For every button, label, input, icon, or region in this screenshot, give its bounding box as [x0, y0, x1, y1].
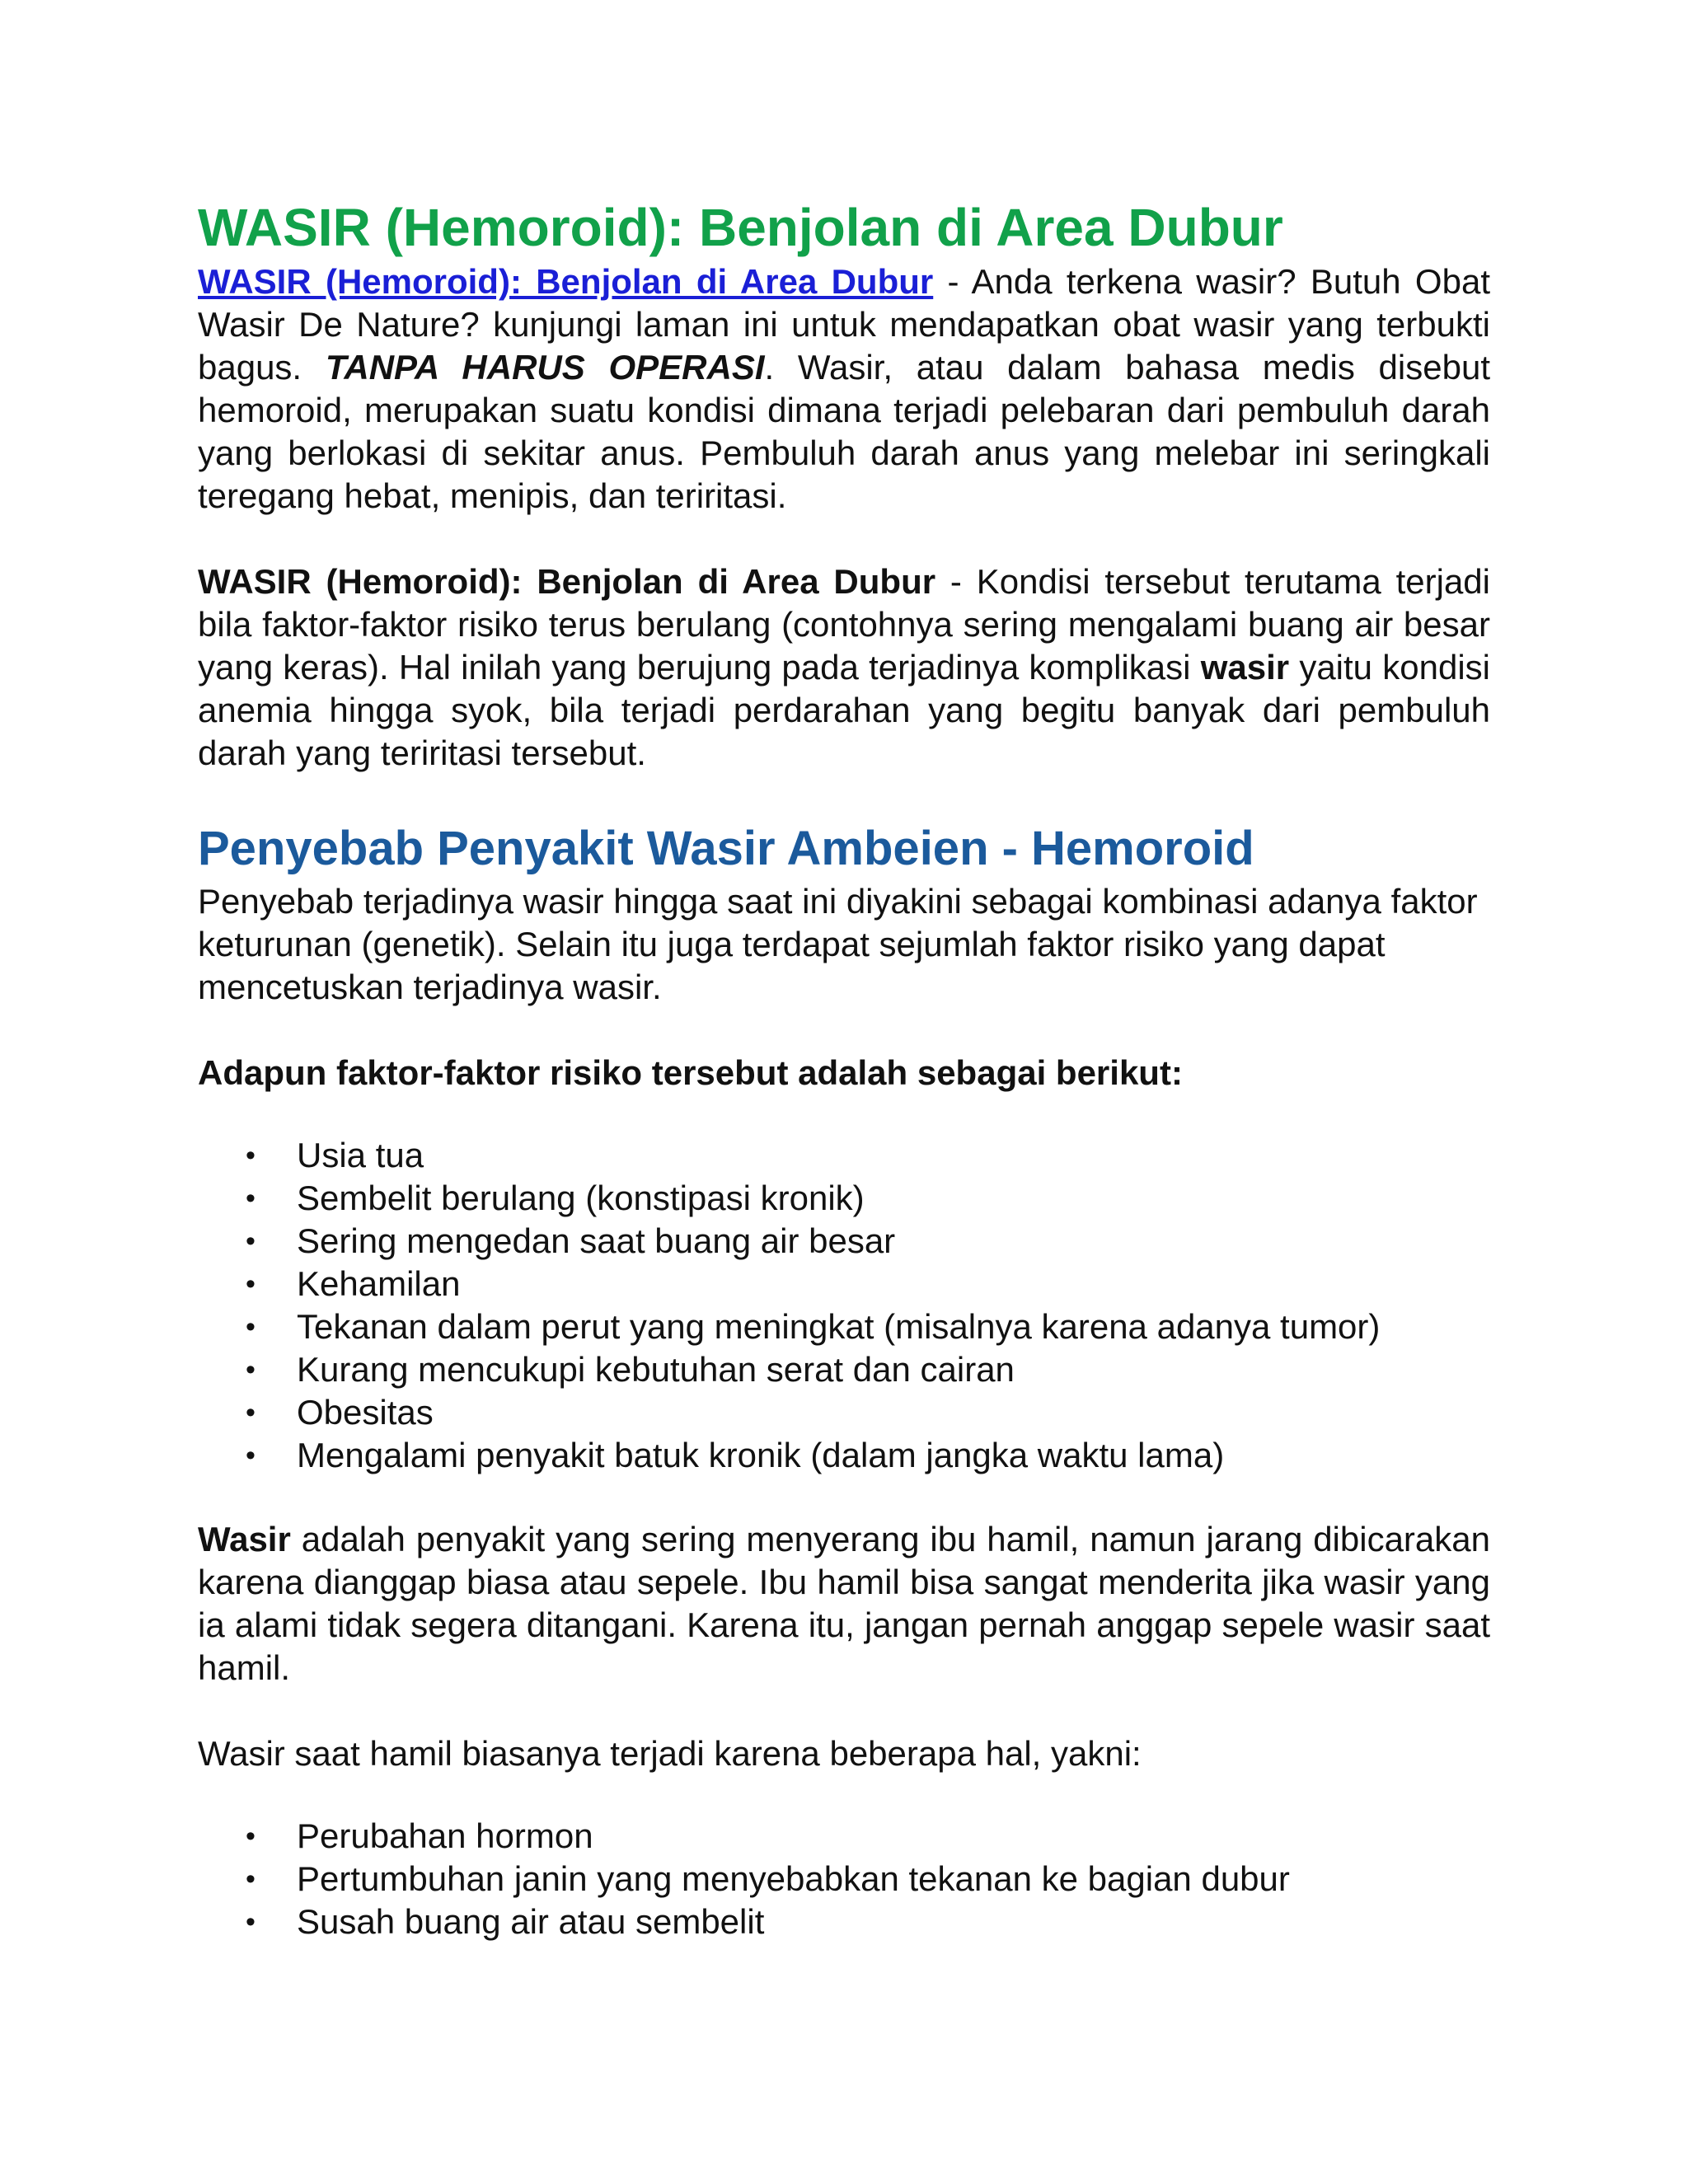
causes-intro: Penyebab terjadinya wasir hingga saat ini diyakini sebagai kombinasi adanya faktor keturunan (genetik). Selain itu juga terdapat sejumlah faktor risiko yang dapat mencetuskan terjadinya wasir.	[198, 882, 1478, 1006]
bullet-icon: •	[246, 1311, 256, 1343]
pregnancy-paragraph	[198, 1518, 1490, 1690]
complication-paragraph	[198, 560, 1490, 775]
list-item: • Kurang mencukupi kebutuhan serat dan cairan	[198, 1348, 1490, 1391]
complication-text-b: yaitu kondisi anemia hingga syok, bila terjadi perdarahan yang begitu banyak dari pembuluh darah yang teriritasi tersebut.	[198, 648, 1490, 772]
complication-text-a: - Kondisi tersebut terutama terjadi bila faktor-faktor risiko terus berulang (contohnya sering mengalami buang air besar yang keras). Hal inilah yang berujung pada terjadinya komplikasi	[198, 562, 1490, 687]
article-link[interactable]: WASIR (Hemoroid): Benjolan di Area Dubur	[198, 262, 934, 301]
list-item: • Mengalami penyakit batuk kronik (dalam jangka waktu lama)	[198, 1434, 1490, 1477]
bullet-icon: •	[246, 1863, 256, 1895]
intro-text-b: . Wasir, atau dalam bahasa medis disebut hemoroid, merupakan suatu kondisi dimana terjadi pelebaran dari pembuluh darah yang berlokasi di sekitar anus. Pembuluh darah anus yang melebar ini seringkali teregang hebat, menipis, dan teriritasi.	[198, 348, 1490, 515]
complication-lead: WASIR (Hemoroid): Benjolan di Area Dubur	[198, 562, 936, 601]
risk-factors-list	[198, 1134, 1490, 1477]
list-item: • Susah buang air atau sembelit	[198, 1900, 1490, 1943]
list-item: • Obesitas	[198, 1391, 1490, 1434]
list-item: • Pertumbuhan janin yang menyebabkan tekanan ke bagian dubur	[198, 1858, 1490, 1900]
list-item: • Usia tua	[198, 1134, 1490, 1177]
pregnancy-causes-list	[198, 1815, 1490, 1943]
pregnancy-bold-word: Wasir	[198, 1520, 291, 1558]
list-item: • Kehamilan	[198, 1263, 1490, 1305]
pregnancy-causes-intro: Wasir saat hamil biasanya terjadi karena beberapa hal, yakni:	[198, 1734, 1142, 1773]
document-page	[198, 194, 1490, 1985]
bullet-icon: •	[246, 1226, 256, 1257]
list-item: • Sering mengedan saat buang air besar	[198, 1220, 1490, 1263]
intro-paragraph	[198, 260, 1490, 518]
causes-heading: Penyebab Penyakit Wasir Ambeien - Hemoroid	[198, 822, 1254, 875]
risk-factors-heading: Adapun faktor-faktor risiko tersebut adalah sebagai berikut:	[198, 1053, 1183, 1092]
list-item: • Perubahan hormon	[198, 1815, 1490, 1858]
bullet-icon: •	[246, 1397, 256, 1428]
no-surgery-emphasis: TANPA HARUS OPERASI	[325, 348, 765, 387]
bullet-icon: •	[246, 1906, 256, 1938]
list-item: • Sembelit berulang (konstipasi kronik)	[198, 1177, 1490, 1220]
bullet-icon: •	[246, 1354, 256, 1385]
complication-bold-word: wasir	[1200, 648, 1290, 687]
bullet-icon: •	[246, 1821, 256, 1852]
bullet-icon: •	[246, 1440, 256, 1471]
bullet-icon: •	[246, 1140, 256, 1171]
intro-text-a: - Anda terkena wasir? Butuh Obat Wasir De Nature? kunjungi laman ini untuk mendapatkan obat wasir yang terbukti bagus.	[198, 262, 1490, 387]
pregnancy-text: adalah penyakit yang sering menyerang ibu hamil, namun jarang dibicarakan karena dianggap biasa atau sepele. Ibu hamil bisa sangat menderita jika wasir yang ia alami tidak segera ditangani. Karena itu, jangan pernah anggap sepele wasir saat hamil.	[198, 1520, 1490, 1687]
list-item: • Tekanan dalam perut yang meningkat (misalnya karena adanya tumor)	[198, 1305, 1490, 1348]
bullet-icon: •	[246, 1268, 256, 1300]
bullet-icon: •	[246, 1183, 256, 1214]
page-title: WASIR (Hemoroid): Benjolan di Area Dubur	[198, 198, 1283, 257]
